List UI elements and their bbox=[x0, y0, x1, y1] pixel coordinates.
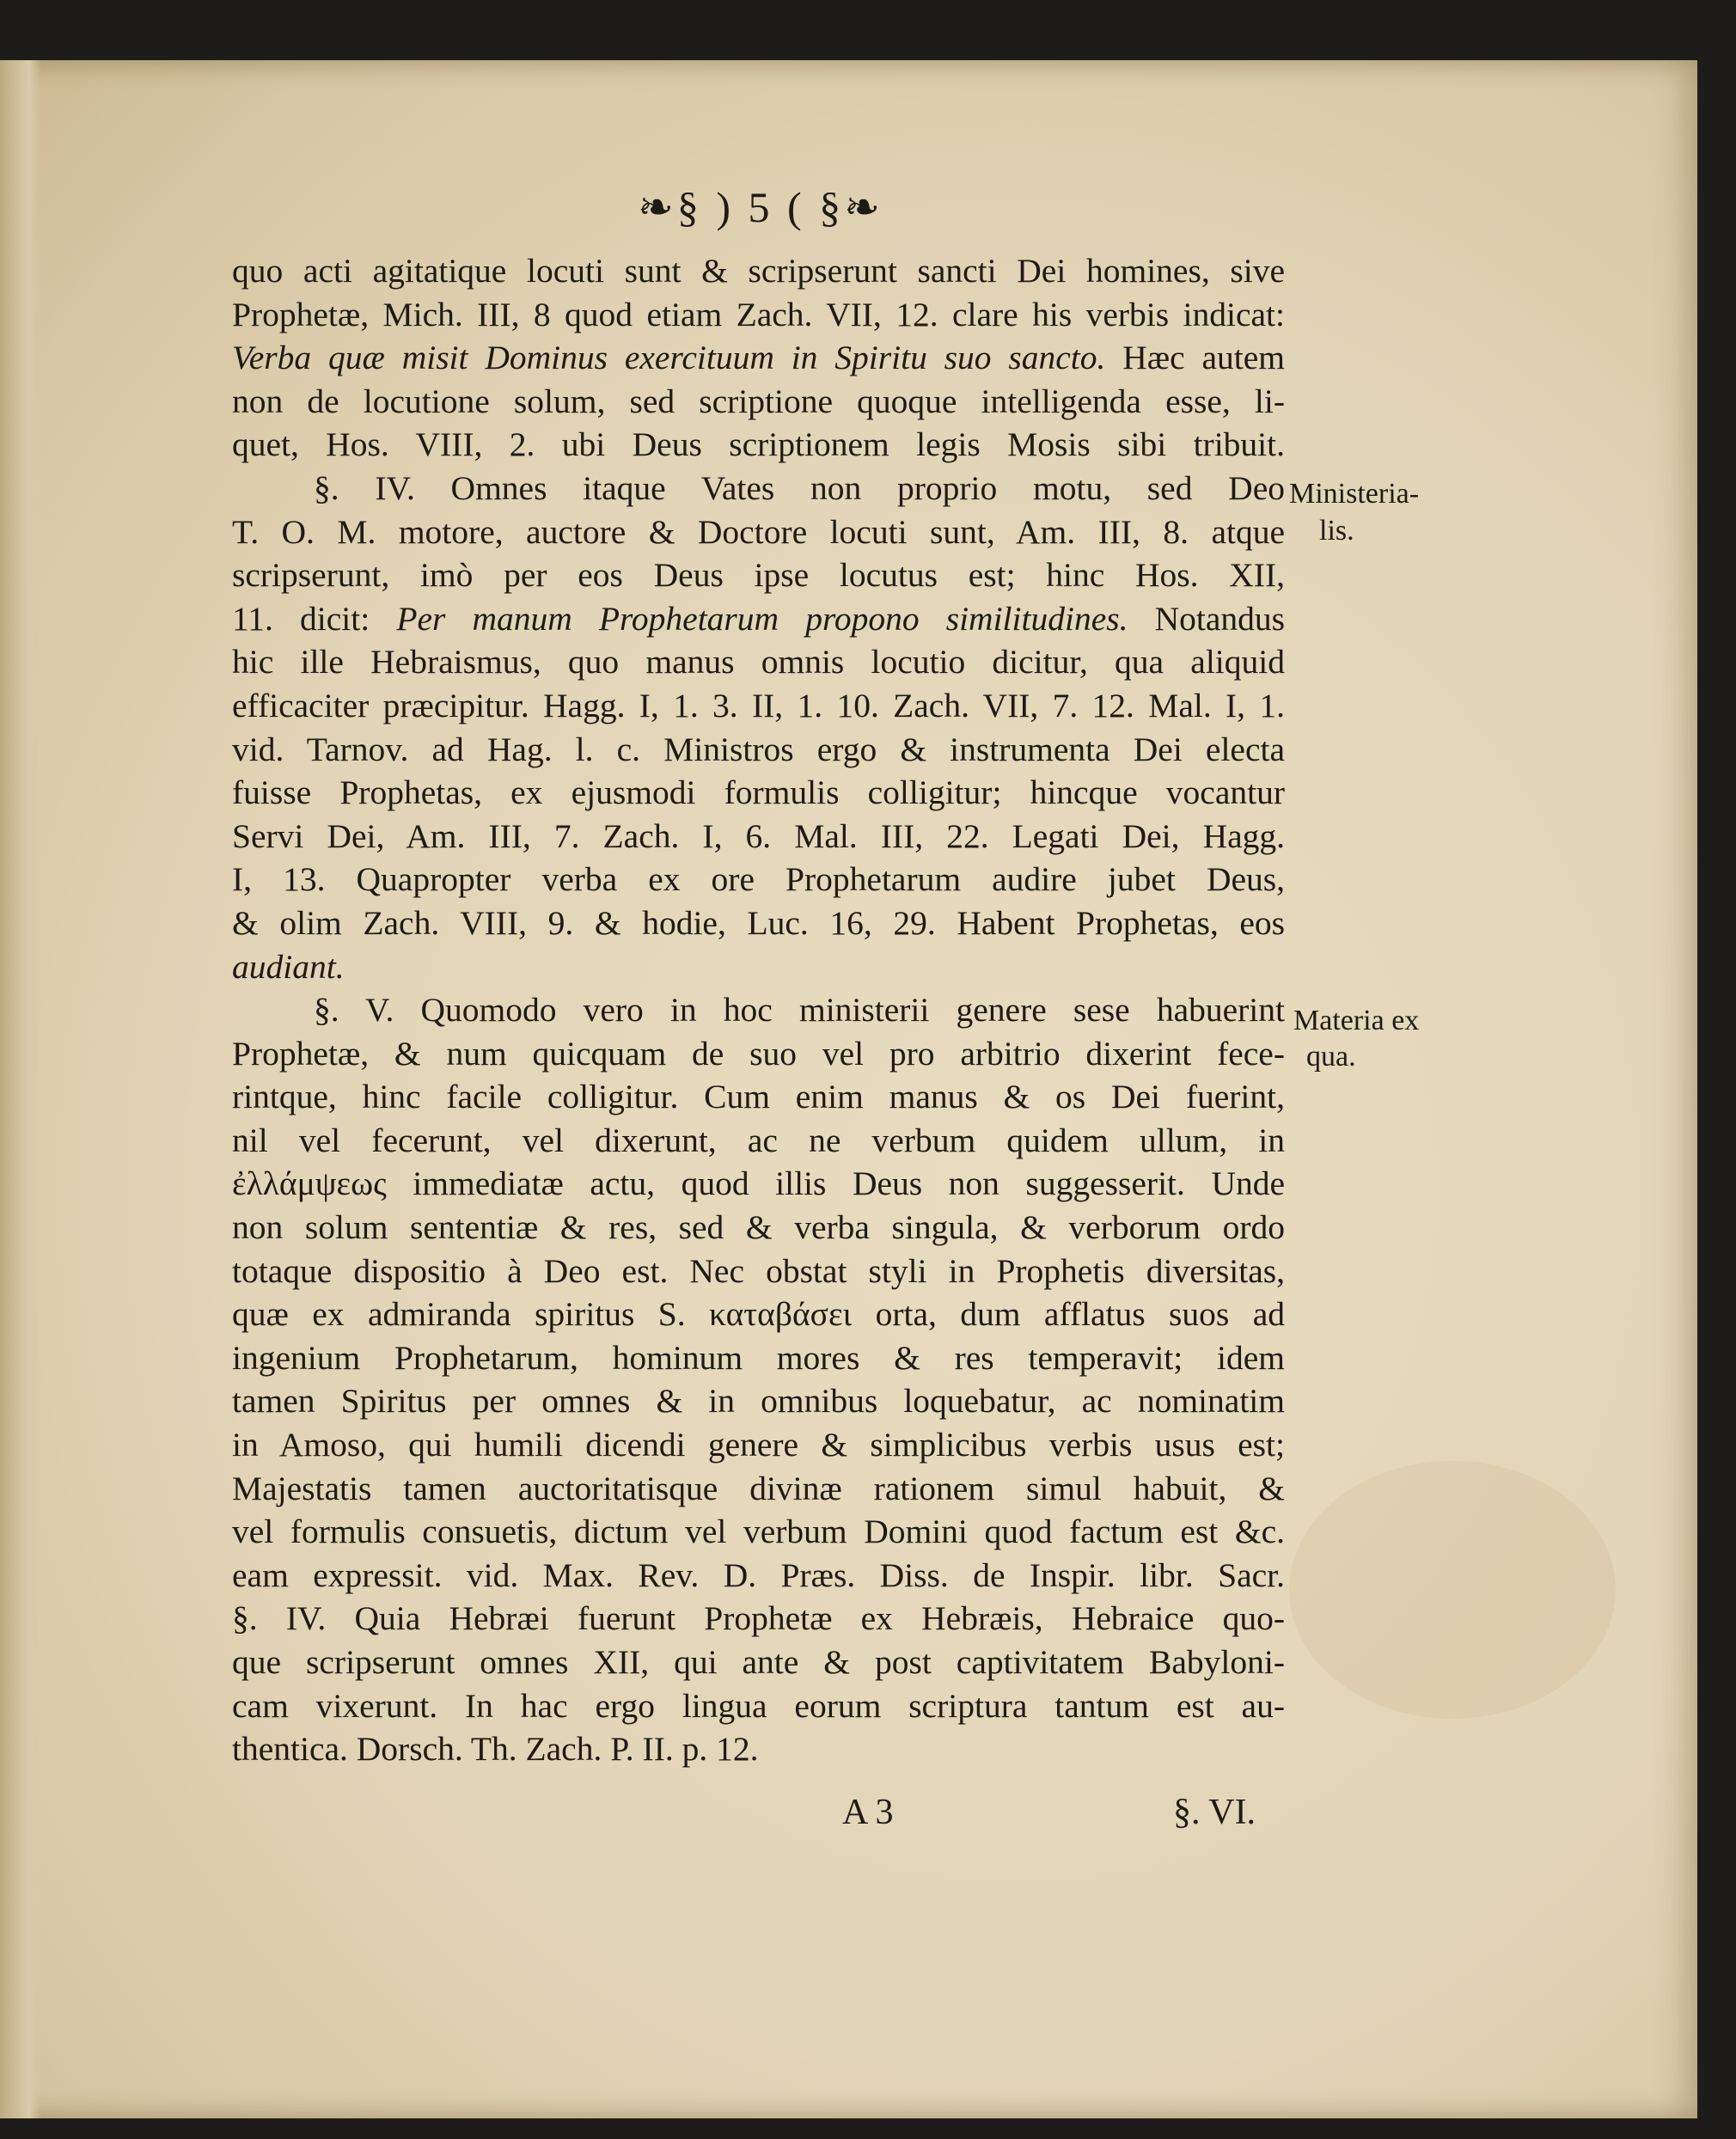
text-line bbox=[232, 597, 1285, 641]
text-line: §. IV. Omnes itaque Vates non proprio motu, sed Deo bbox=[314, 468, 1285, 507]
text-line: ἐλλάμψεως immediatæ actu, quod illis Deus non suggesserit. Unde bbox=[232, 1164, 1285, 1203]
text-line: que scripserunt omnes XII, qui ante & post captivitatem Babyloni- bbox=[232, 1643, 1285, 1681]
text-line bbox=[232, 336, 1285, 380]
text-span: Hæc autem bbox=[1122, 339, 1286, 377]
text-line: vel formulis consuetis, dictum vel verbum Domini quod factum est &c. bbox=[232, 1513, 1285, 1551]
text-line: nil vel fecerunt, vel dixerunt, ac ne verbum quidem ullum, in bbox=[232, 1121, 1285, 1159]
text-line: efficaciter præcipitur. Hagg. I, 1. 3. II, 1. 10. Zach. VII, 7. 12. Mal. I, 1. bbox=[232, 686, 1285, 724]
text-line: thentica. Dorsch. Th. Zach. P. II. p. 12. bbox=[232, 1730, 759, 1769]
text-line: non de locutione solum, sed scriptione quoque intelligenda esse, li- bbox=[232, 382, 1285, 420]
text-line: ingenium Prophetarum, hominum mores & res temperavit; idem bbox=[232, 1338, 1285, 1377]
main-text bbox=[232, 249, 1285, 1771]
text-line: fuisse Prophetas, ex ejusmodi formulis colligitur; hincque vocantur bbox=[232, 773, 1285, 812]
italic-quote: Verba quæ misit Dominus exercituum in Spiritu suo sancto. bbox=[232, 339, 1106, 377]
text-line: rintque, hinc facile colligitur. Cum enim manus & os Dei fuerint, bbox=[232, 1078, 1285, 1116]
page-gutter bbox=[0, 60, 41, 2118]
text-line: scripserunt, imò per eos Deus ipse locutus est; hinc Hos. XII, bbox=[232, 556, 1285, 595]
italic-quote: Per manum Prophetarum propono similitudines. bbox=[396, 599, 1128, 638]
text-line: hic ille Hebraismus, quo manus omnis locutio dicitur, qua aliquid bbox=[232, 643, 1285, 681]
text-line: Prophetæ, & num quicquam de suo vel pro arbitrio dixerint fece- bbox=[232, 1034, 1285, 1073]
text-line: §. V. Quomodo vero in hoc ministerii genere sese habuerint bbox=[314, 991, 1285, 1030]
text-line: quo acti agitatique locuti sunt & scripserunt sancti Dei homines, sive bbox=[232, 252, 1285, 290]
margin-note-materia: Materia ex bbox=[1293, 1005, 1420, 1036]
signature-mark: A 3 bbox=[842, 1793, 894, 1832]
text-line: vid. Tarnov. ad Hag. l. c. Ministros ergo & instrumenta Dei electa bbox=[232, 730, 1285, 768]
text-span: Notandus bbox=[1154, 599, 1286, 638]
text-line: cam vixerunt. In hac ergo lingua eorum scriptura tantum est au- bbox=[232, 1686, 1285, 1725]
text-line: Prophetæ, Mich. III, 8 quod etiam Zach. VII, 12. clare his verbis indicat: bbox=[232, 295, 1285, 333]
text-span: 11. dicit: bbox=[232, 599, 370, 638]
text-line: totaque dispositio à Deo est. Nec obstat styli in Prophetis diversitas, bbox=[232, 1251, 1285, 1290]
catchword: §. VI. bbox=[1173, 1793, 1256, 1832]
text-line: non solum sententiæ & res, sed & verba singula, & verborum ordo bbox=[232, 1208, 1285, 1247]
text-line: quæ ex admiranda spiritus S. καταβάσει orta, dum afflatus suos ad bbox=[232, 1295, 1285, 1334]
text-line: tamen Spiritus per omnes & in omnibus loquebatur, ac nominatim bbox=[232, 1382, 1285, 1421]
margin-note-ministerialis-cont: lis. bbox=[1319, 515, 1354, 547]
paper-stain bbox=[1289, 1461, 1616, 1719]
text-line: Majestatis tamen auctoritatisque divinæ rationem simul habuit, & bbox=[232, 1469, 1285, 1507]
text-line: eam expressit. vid. Max. Rev. D. Præs. Diss. de Inspir. libr. Sacr. bbox=[232, 1555, 1285, 1594]
text-line: T. O. M. motore, auctore & Doctore locuti sunt, Am. III, 8. atque bbox=[232, 512, 1285, 551]
margin-note-materia-cont: qua. bbox=[1306, 1041, 1356, 1073]
text-line: audiant. bbox=[232, 947, 345, 986]
page-header: ❧§ ) 5 ( §❧ bbox=[637, 183, 884, 231]
text-line: Servi Dei, Am. III, 7. Zach. I, 6. Mal. III, 22. Legati Dei, Hagg. bbox=[232, 816, 1285, 855]
text-line: in Amoso, qui humili dicendi genere & simplicibus verbis usus est; bbox=[232, 1426, 1285, 1464]
margin-note-ministerialis: Ministeria- bbox=[1289, 478, 1420, 510]
page-edge bbox=[1697, 60, 1736, 2118]
text-line: & olim Zach. VIII, 9. & hodie, Luc. 16, 29. Habent Prophetas, eos bbox=[232, 903, 1285, 942]
text-line: §. IV. Quia Hebræi fuerunt Prophetæ ex Hebræis, Hebraice quo- bbox=[232, 1599, 1285, 1638]
text-line: I, 13. Quapropter verba ex ore Prophetarum audire jubet Deus, bbox=[232, 860, 1285, 899]
text-line: quet, Hos. VIII, 2. ubi Deus scriptionem legis Mosis sibi tribuit. bbox=[232, 425, 1285, 464]
